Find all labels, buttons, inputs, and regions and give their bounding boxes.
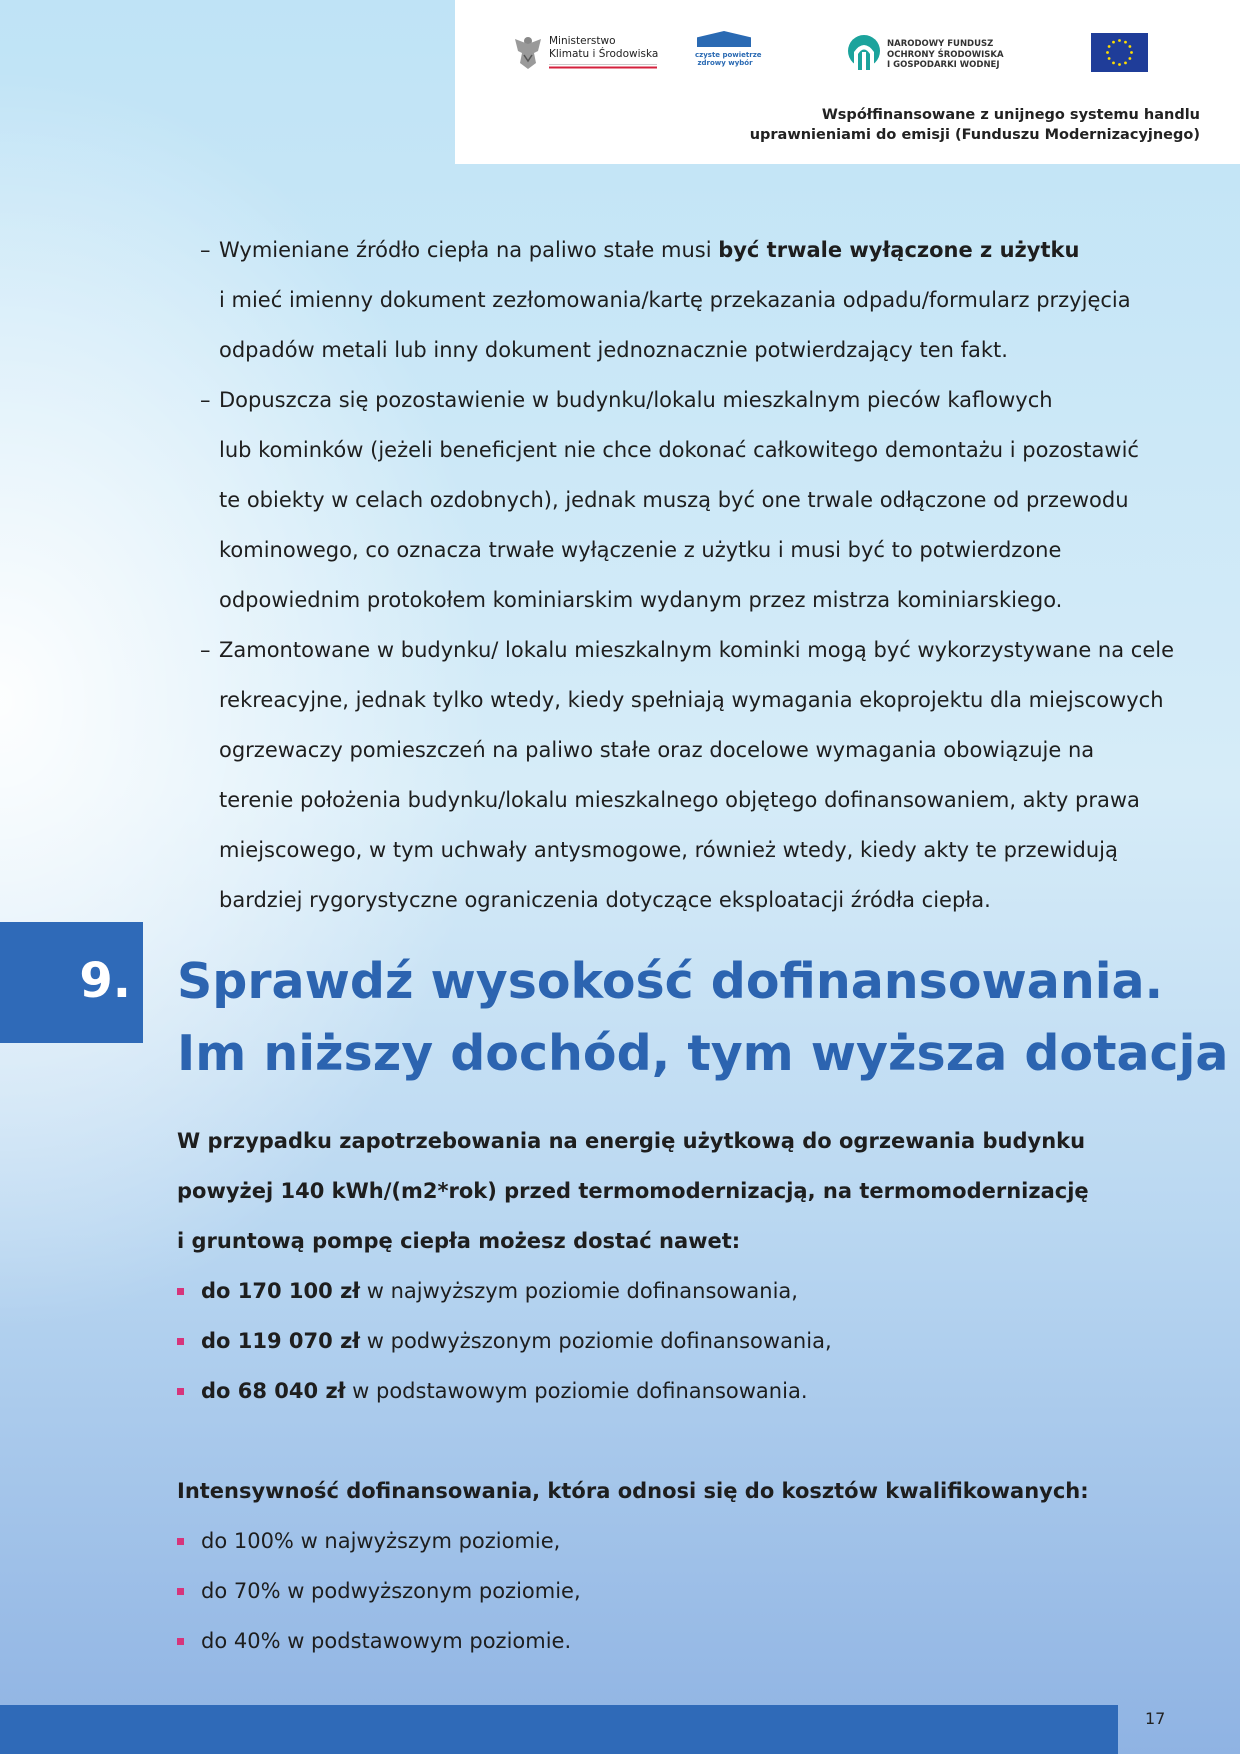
- requirements-list: [200, 225, 1174, 925]
- ministry-logo: [512, 33, 657, 73]
- list-item: do 170 100 zł w najwyższym poziomie dofinansowania,: [177, 1266, 832, 1316]
- eagle-emblem-icon: [512, 35, 544, 71]
- nfosigw-logo: [847, 34, 1007, 74]
- polish-flag-stripe: [549, 64, 657, 70]
- list-item: – Wymieniane źródło ciepła na paliwo stałe musi być trwale wyłączone z użytku i mieć imienny dokument zezłomowania/kartę przekazania odpadu/formularz przyjęcia odpadów metali lub inny dokument jednoznacznie potwierdzający ten fakt.: [200, 238, 1131, 362]
- list-item: – Dopuszcza się pozostawienie w budynku/lokalu mieszkalnym pieców kaflowych lub kominków (jeżeli beneficjent nie chce dokonać całkowitego demontażu i pozostawić te obiekty w celach ozdobnych), jednak muszą być one trwale odłączone od przewodu kominowego, co oznacza trwałe wyłączenie z użytku i musi być to potwierdzone odpowiednim protokołem kominiarskim wydanym przez mistrza kominiarskiego.: [200, 388, 1139, 612]
- section-heading: Sprawdź wysokość dofinansowania. Im niższy dochód, tym wyższa dotacja: [177, 953, 1229, 1082]
- list-item: do 100% w najwyższym poziomie,: [177, 1516, 581, 1566]
- czyste-powietrze-logo: [695, 31, 762, 73]
- section-number-badge: [0, 922, 143, 1043]
- list-item: do 68 040 zł w podstawowym poziomie dofinansowania.: [177, 1366, 832, 1416]
- list-item: do 119 070 zł w podwyższonym poziomie dofinansowania,: [177, 1316, 832, 1366]
- list-item: do 70% w podwyższonym poziomie,: [177, 1566, 581, 1616]
- nfosigw-logo-text: NARODOWY FUNDUSZ OCHRONY ŚRODOWISKA I GOSPODARKI WODNEJ: [887, 39, 1004, 70]
- intro-paragraph: W przypadku zapotrzebowania na energię użytkową do ogrzewania budynku powyżej 140 kWh/(m2*rok) przed termomodernizacją, na termomodernizację i gruntową pompę ciepła możesz dostać nawet:: [177, 1129, 1089, 1253]
- section-number: 9.: [79, 953, 131, 1009]
- cofinancing-note: Współfinansowane z unijnego systemu handlu uprawnieniami do emisji (Funduszu Modernizacyjnego): [749, 107, 1200, 143]
- list-item: – Zamontowane w budynku/ lokalu mieszkalnym kominki mogą być wykorzystywane na cele rekreacyjne, jednak tylko wtedy, kiedy spełniają wymagania ekoprojektu dla miejscowych ogrzewaczy pomieszczeń na paliwo stałe oraz docelowe wymagania obowiązuje na terenie położenia budynku/lokalu mieszkalnego objętego dofinansowaniem, akty prawa miejscowego, w tym uchwały antysmogowe, również wtedy, kiedy akty te przewidują bardziej rygorystyczne ograniczenia dotyczące eksploatacji źródła ciepła.: [200, 638, 1174, 912]
- intensity-heading: Intensywność dofinansowania, która odnosi się do kosztów kwalifikowanych:: [177, 1479, 1089, 1503]
- list-item: do 40% w podstawowym poziomie.: [177, 1616, 581, 1666]
- amounts-list: [177, 1266, 832, 1416]
- ministry-logo-text: Ministerstwo Klimatu i Środowiska: [549, 35, 659, 60]
- intensity-list: [177, 1516, 581, 1666]
- czyste-powietrze-text: czyste powietrze zdrowy wybór: [695, 51, 762, 67]
- nfosigw-emblem-icon: [847, 34, 881, 72]
- house-icon: [697, 31, 751, 47]
- footer-bar: [0, 1705, 1118, 1754]
- eu-flag-icon: [1091, 33, 1148, 72]
- page-number: 17: [1145, 1709, 1166, 1728]
